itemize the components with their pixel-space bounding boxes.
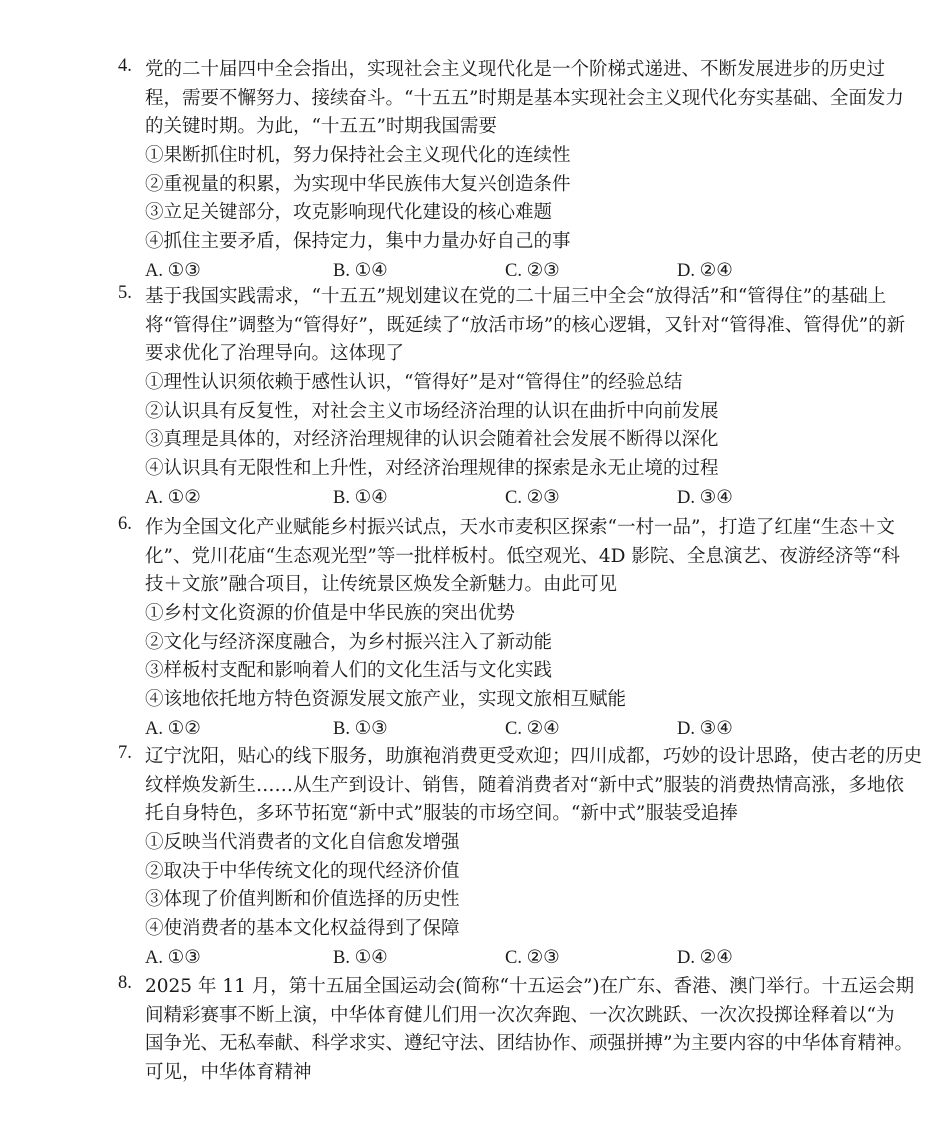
answer-choice-d: D. ③④ — [677, 487, 733, 508]
question-stem-line: 托自身特色，多环节拓宽“新中式”服装的市场空间。“新中式”服装受追捧 — [145, 803, 738, 825]
question-5 — [118, 283, 906, 513]
statement-option: ③真理是具体的，对经济治理规律的认识会随着社会发展不断得以深化 — [145, 429, 719, 451]
question-stem-line: 党的二十届四中全会指出，实现社会主义现代化是一个阶梯式递进、不断发展进步的历史过 — [145, 59, 886, 80]
question-stem-line: 辽宁沈阳，贴心的线下服务，助旗袍消费更受欢迎；四川成都，巧妙的设计思路，使古老的历史 — [145, 746, 923, 767]
question-7 — [118, 743, 923, 973]
statement-option: ④抓住主要矛盾，保持定力，集中力量办好自己的事 — [145, 231, 571, 253]
answer-choice-b: B. ①④ — [333, 487, 388, 508]
question-4 — [118, 56, 904, 286]
question-number: 7. — [118, 743, 132, 763]
question-stem-line: 的关键时期。为此，“十五五”时期我国需要 — [145, 116, 497, 138]
answer-choice-c: C. ②③ — [505, 260, 560, 281]
answer-choice-a: A. ①③ — [145, 260, 201, 281]
question-stem-line: 作为全国文化产业赋能乡村振兴试点，天水市麦积区探索“一村一品”，打造了红崖“生态＋文 — [145, 517, 895, 538]
question-stem-line: 2025 年 11 月，第十五届全国运动会(简称“十五运会”)在广东、香港、澳门举行。十五运会期 — [145, 976, 915, 997]
question-number: 8. — [118, 973, 132, 993]
question-stem-line: 程，需要不懈努力、接续奋斗。“十五五”时期是基本实现社会主义现代化夯实基础、全面发力 — [145, 87, 904, 109]
question-6 — [118, 514, 900, 744]
question-stem-line: 纹样焕发新生……从生产到设计、销售，随着消费者对“新中式”服装的消费热情高涨，多地依 — [145, 774, 904, 796]
statement-option: ④认识具有无限性和上升性，对经济治理规律的探索是永无止境的过程 — [145, 458, 719, 480]
answer-choice-d: D. ②④ — [677, 947, 733, 968]
answer-choice-d: D. ②④ — [677, 260, 733, 281]
question-stem-line: 基于我国实践需求，“十五五”规划建议在党的二十届三中全会“放得活”和“管得住”的基础上 — [145, 286, 887, 307]
question-stem-line: 技＋文旅”融合项目，让传统景区焕发全新魅力。由此可见 — [145, 574, 617, 596]
statement-option: ③样板村支配和影响着人们的文化生活与文化实践 — [145, 660, 553, 682]
question-stem-line: 间精彩赛事不断上演，中华体育健儿们用一次次奔跑、一次次跳跃、一次次投掷诠释着以“为 — [145, 1004, 895, 1026]
statement-option: ①理性认识须依赖于感性认识，“管得好”是对“管得住”的经验总结 — [145, 372, 683, 394]
answer-choice-b: B. ①④ — [333, 947, 388, 968]
question-stem-line: 化”、党川花庙“生态观光型”等一批样板村。低空观光、4D 影院、全息演艺、夜游经济等“科 — [145, 545, 900, 567]
statement-option: ③立足关键部分，攻克影响现代化建设的核心难题 — [145, 202, 553, 224]
statement-option: ②文化与经济深度融合，为乡村振兴注入了新动能 — [145, 631, 553, 653]
answer-choices — [145, 944, 838, 973]
statement-option: ②取决于中华传统文化的现代经济价值 — [145, 860, 460, 882]
statement-option: ②重视量的积累，为实现中华民族伟大复兴创造条件 — [145, 173, 571, 195]
question-stem-line: 要求优化了治理导向。这体现了 — [145, 343, 405, 365]
answer-choice-c: C. ②③ — [505, 487, 560, 508]
statement-option: ④使消费者的基本文化权益得到了保障 — [145, 918, 460, 940]
answer-choice-a: A. ①② — [145, 718, 201, 739]
statement-option: ①乡村文化资源的价值是中华民族的突出优势 — [145, 603, 516, 625]
answer-choices — [145, 484, 838, 513]
question-number: 5. — [118, 283, 132, 303]
answer-choice-b: B. ①③ — [333, 718, 388, 739]
question-number: 4. — [118, 56, 132, 76]
statement-option: ①果断抓住时机，努力保持社会主义现代化的连续性 — [145, 145, 571, 167]
answer-choices — [145, 257, 838, 286]
answer-choice-c: C. ②④ — [505, 718, 560, 739]
answer-choice-d: D. ③④ — [677, 718, 733, 739]
question-8 — [118, 973, 915, 1088]
answer-choice-c: C. ②③ — [505, 947, 560, 968]
statement-option: ②认识具有反复性，对社会主义市场经济治理的认识在曲折中向前发展 — [145, 400, 719, 422]
question-stem-line: 将“管得住”调整为“管得好”，既延续了“放活市场”的核心逻辑，又针对“管得准、管得优”的新 — [145, 314, 906, 336]
answer-choices — [145, 715, 838, 744]
answer-choice-b: B. ①④ — [333, 260, 388, 281]
statement-option: ①反映当代消费者的文化自信愈发增强 — [145, 832, 460, 854]
question-number: 6. — [118, 514, 132, 534]
question-stem-line: 国争光、无私奉献、科学求实、遵纪守法、团结协作、顽强拼搏”为主要内容的中华体育精神。 — [145, 1033, 913, 1055]
statement-option: ③体现了价值判断和价值选择的历史性 — [145, 889, 460, 911]
question-stem-line: 可见，中华体育精神 — [145, 1062, 312, 1084]
answer-choice-a: A. ①③ — [145, 947, 201, 968]
statement-option: ④该地依托地方特色资源发展文旅产业，实现文旅相互赋能 — [145, 689, 627, 711]
answer-choice-a: A. ①② — [145, 487, 201, 508]
